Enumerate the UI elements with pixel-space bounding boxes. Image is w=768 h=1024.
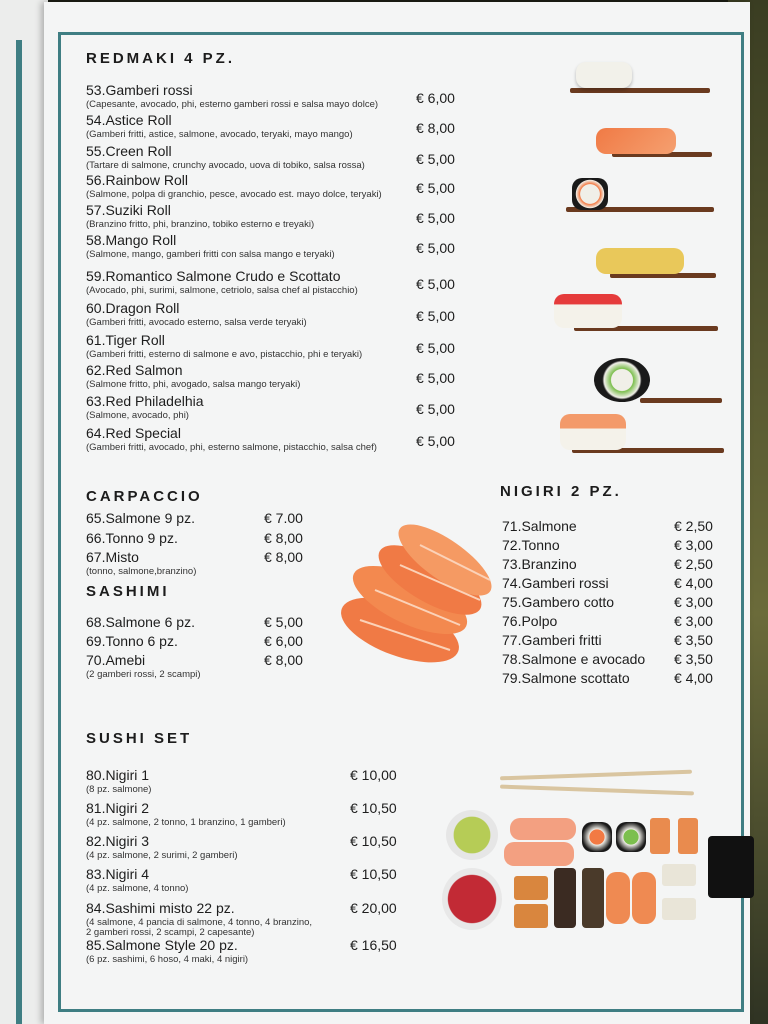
menu-item [86,172,382,200]
roll-piece-1 [662,864,696,886]
menu-item-name: 84.Sashimi misto 22 pz. [86,900,235,916]
menu-item [86,767,151,795]
menu-item-price: € 5,00 [416,433,455,449]
menu-item-description: (Capesante, avocado, phi, esterno gamberi rossi e salsa mayo dolce) [86,99,379,110]
menu-item-description: (Tartare di salmone, crunchy avocado, uova di tobiko, salsa rossa) [86,160,365,171]
menu-item-price: € 10,50 [350,800,397,816]
salmon-piece-1 [650,818,670,854]
menu-item [86,530,178,548]
menu-item-description: (Salmone, polpa di granchio, pesce, avocado est. mayo dolce, teryaki) [86,189,382,200]
menu-item [502,556,577,574]
menu-item-name: 79.Salmone scottato [502,670,630,686]
menu-item-name: 75.Gambero cotto [502,594,615,610]
menu-item-price: € 6,00 [264,633,303,649]
menu-item [502,594,614,612]
menu-item [86,300,307,328]
menu-item-name: 67.Misto [86,549,139,565]
menu-item-price: € 20,00 [350,900,397,916]
menu-item-price: € 8,00 [264,530,303,546]
menu-item [86,143,365,171]
menu-item [86,614,195,632]
menu-item [502,632,602,650]
menu-item-name: 83.Nigiri 4 [86,866,150,882]
menu-item-description: (Gamberi fritti, avocado, phi, esterno salmone, pistacchio, salsa chef) [86,442,377,453]
black-object [708,836,754,898]
menu-item-name: 60.Dragon Roll [86,300,180,316]
menu-item-price: € 5,00 [416,210,455,226]
menu-item-name: 85.Salmone Style 20 pz. [86,937,238,953]
menu-item [502,613,557,631]
menu-item-price: € 8,00 [264,549,303,565]
menu-item [86,900,312,938]
salmon-piece-2 [678,818,698,854]
menu-item-name: 65.Salmone 9 pz. [86,510,195,526]
menu-item-description: (tonno, salmone,branzino) [86,566,197,577]
shrimp-nigiri-1 [510,818,576,840]
nigiri-heading: NIGIRI 2 PZ. [500,483,622,500]
menu-item-description: (Avocado, phi, surimi, salmone, cetriolo, salsa chef al pistacchio) [86,285,358,296]
menu-item-price: € 3,50 [674,651,713,667]
menu-item [502,575,609,593]
carpaccio-heading: CARPACCIO [86,488,203,505]
menu-item-name: 72.Tonno [502,537,560,553]
nigiri-piece-2 [632,872,656,924]
menu-item-description: (Salmone fritto, phi, avogado, salsa mango teryaki) [86,379,301,390]
menu-item-name: 69.Tonno 6 pz. [86,633,178,649]
menu-item [86,549,196,577]
menu-item-name: 66.Tonno 9 pz. [86,530,178,546]
menu-item-price: € 5,00 [416,370,455,386]
menu-item-name: 59.Romantico Salmone Crudo e Scottato [86,268,341,284]
menu-item [86,866,188,894]
wasabi-dish [446,810,498,860]
sashimi-heading: SASHIMI [86,583,170,600]
menu-item-name: 76.Polpo [502,613,558,629]
menu-item-price: € 10,50 [350,866,397,882]
menu-item-name: 55.Creen Roll [86,143,172,159]
roll-piece-2 [662,898,696,920]
menu-item-description: (4 pz. salmone, 2 tonno, 1 branzino, 1 gamberi) [86,817,286,828]
menu-item-name: 68.Salmone 6 pz. [86,614,195,630]
menu-item-name: 61.Tiger Roll [86,332,165,348]
maki-piece-2 [616,822,646,852]
menu-item-description: (Salmone, avocado, phi) [86,410,189,421]
menu-item-name: 82.Nigiri 3 [86,833,150,849]
menu-item-name: 77.Gamberi fritti [502,632,602,648]
fried-roll-2 [514,904,548,928]
menu-item-name: 78.Salmone e avocado [502,651,646,667]
menu-item-price: € 10,00 [350,767,397,783]
redmaki-heading: REDMAKI 4 PZ. [86,50,236,67]
menu-item-name: 81.Nigiri 2 [86,800,150,816]
menu-item [86,332,362,360]
menu-item-description: (Salmone, mango, gamberi fritti con salsa mango e teryaki) [86,249,335,260]
menu-item-price: € 5,00 [416,151,455,167]
menu-item-price: € 5,00 [416,401,455,417]
menu-item-price: € 3,00 [674,537,713,553]
menu-item-price: € 5,00 [416,340,455,356]
menu-item-name: 74.Gamberi rossi [502,575,609,591]
menu-item-price: € 4,00 [674,575,713,591]
menu-item-price: € 10,50 [350,833,397,849]
menu-item-description: (6 pz. sashimi, 6 hoso, 4 maki, 4 nigiri) [86,954,249,965]
maki-photo-2 [594,358,650,402]
nigiri-photo-2 [596,128,676,154]
sushi-set-heading: SUSHI SET [86,730,193,747]
nigiri-photo-5 [560,414,626,450]
menu-item-name: 64.Red Special [86,425,181,441]
menu-item [502,670,630,688]
menu-item-price: € 3,00 [674,613,713,629]
menu-item-name: 80.Nigiri 1 [86,767,150,783]
fried-roll-1 [514,876,548,900]
menu-item [502,537,560,555]
menu-item-name: 71.Salmone [502,518,577,534]
uramaki-1 [554,868,576,928]
menu-item [86,202,314,230]
nigiri-piece-1 [606,872,630,924]
previous-page-edge [0,0,48,1024]
menu-item-price: € 8,00 [416,120,455,136]
carpaccio-photo [330,510,500,670]
menu-item-description: 2 gamberi rossi, 2 scampi, 2 capesante) [86,927,255,938]
menu-item-price: € 6,00 [416,90,455,106]
menu-item-price: € 5,00 [416,240,455,256]
menu-item [86,393,204,421]
menu-item-price: € 5,00 [416,276,455,292]
maki-piece-1 [582,822,612,852]
menu-item-price: € 16,50 [350,937,397,953]
menu-item-name: 70.Amebi [86,652,146,668]
menu-item-price: € 5,00 [416,180,455,196]
menu-item [502,651,645,669]
menu-item-price: € 7.00 [264,510,303,526]
menu-item [86,652,201,680]
menu-item-description: (4 pz. salmone, 2 surimi, 2 gamberi) [86,850,238,861]
menu-item-price: € 5,00 [264,614,303,630]
menu-item-price: € 8,00 [264,652,303,668]
menu-item-description: (4 salmone, 4 pancia di salmone, 4 tonno, 4 branzino, [86,917,313,928]
menu-item-name: 63.Red Philadelhia [86,393,204,409]
menu-item [86,232,335,260]
menu-item-description: (Branzino fritto, phi, branzino, tobiko esterno e treyaki) [86,219,315,230]
menu-item [86,833,238,861]
ginger-dish [442,868,502,930]
menu-item [86,268,358,296]
nigiri-photo-1 [576,62,632,88]
menu-item-name: 54.Astice Roll [86,112,172,128]
menu-item-price: € 2,50 [674,556,713,572]
menu-item-price: € 3,00 [674,594,713,610]
uramaki-2 [582,868,604,928]
menu-item [86,425,377,453]
menu-item [86,937,248,965]
menu-item-price: € 2,50 [674,518,713,534]
menu-item [86,112,353,140]
menu-item-description: (8 pz. salmone) [86,784,152,795]
menu-item [86,633,178,651]
menu-item-description: (4 pz. salmone, 4 tonno) [86,883,189,894]
menu-item-price: € 4,00 [674,670,713,686]
menu-item [86,362,300,390]
menu-item-description: (2 gamberi rossi, 2 scampi) [86,669,201,680]
menu-item-price: € 5,00 [416,308,455,324]
menu-item [86,82,378,110]
shrimp-nigiri-2 [504,842,574,866]
menu-item-price: € 3,50 [674,632,713,648]
menu-item-name: 58.Mango Roll [86,232,177,248]
menu-item-name: 57.Suziki Roll [86,202,171,218]
menu-item [86,800,286,828]
nigiri-photo-4 [554,294,622,328]
menu-item-description: (Gamberi fritti, astice, salmone, avocado, teryaki, mayo mango) [86,129,353,140]
menu-item-name: 73.Branzino [502,556,577,572]
menu-item-description: (Gamberi fritti, avocado esterno, salsa verde teryaki) [86,317,307,328]
nigiri-photo-3 [596,248,684,274]
menu-item [502,518,577,536]
menu-item-name: 53.Gamberi rossi [86,82,193,98]
menu-item [86,510,195,528]
menu-item-name: 62.Red Salmon [86,362,183,378]
maki-photo-1 [572,178,608,210]
menu-item-name: 56.Rainbow Roll [86,172,188,188]
menu-item-description: (Gamberi fritti, esterno di salmone e avo, pistacchio, phi e teryaki) [86,349,363,360]
